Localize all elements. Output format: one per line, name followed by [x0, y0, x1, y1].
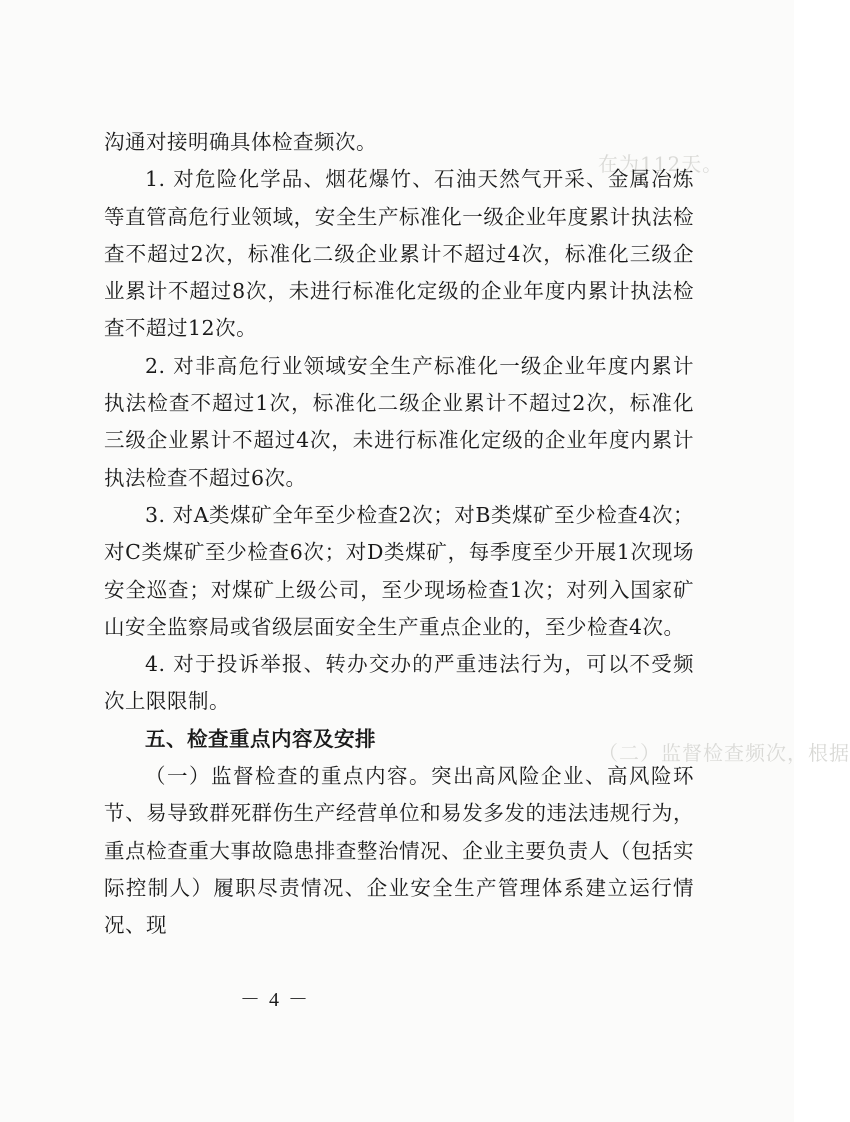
- paragraph: 4. 对于投诉举报、转办交办的严重违法行为，可以不受频次上限限制。: [104, 652, 694, 714]
- bleed-through-text: （二）监督检查频次，根据: [598, 741, 850, 765]
- paragraph: 沟通对接明确具体检查频次。: [104, 130, 377, 154]
- section-heading: 五、检查重点内容及安排: [145, 726, 376, 751]
- paragraph: （一）监督检查的重点内容。突出高风险企业、高风险环节、易导致群死群伤生产经营单位和易发多发的违法违规行为，重点检查重大事故隐患排查整治情况、企业主要负责人（包括实际控制人）履职尽责情况、企业安全生产管理体系建立运行情况、现: [104, 764, 694, 938]
- body-text: [104, 124, 694, 945]
- paragraph: 1. 对危险化学品、烟花爆竹、石油天然气开采、金属冶炼等直管高危行业领域，安全生产标准化一级企业年度累计执法检查不超过2次，标准化二级企业累计不超过4次，标准化三级企业累计不超过8次，未进行标准化定级的企业年度内累计执法检查不超过12次。: [104, 167, 694, 341]
- paragraph: 2. 对非高危行业领域安全生产标准化一级企业年度内累计执法检查不超过1次，标准化二级企业累计不超过2次，标准化三级企业累计不超过4次，未进行标准化定级的企业年度内累计执法检查不超过6次。: [104, 353, 694, 490]
- page-number: － 4 －: [240, 989, 310, 1011]
- bleed-through-text: 在为112天。: [598, 152, 724, 176]
- paragraph: 3. 对A类煤矿全年至少检查2次；对B类煤矿至少检查4次；对C类煤矿至少检查6次；对D类煤矿，每季度至少开展1次现场安全巡查；对煤矿上级公司，至少现场检查1次；对列入国家矿山安全监察局或省级层面安全生产重点企业的，至少检查4次。: [104, 502, 694, 639]
